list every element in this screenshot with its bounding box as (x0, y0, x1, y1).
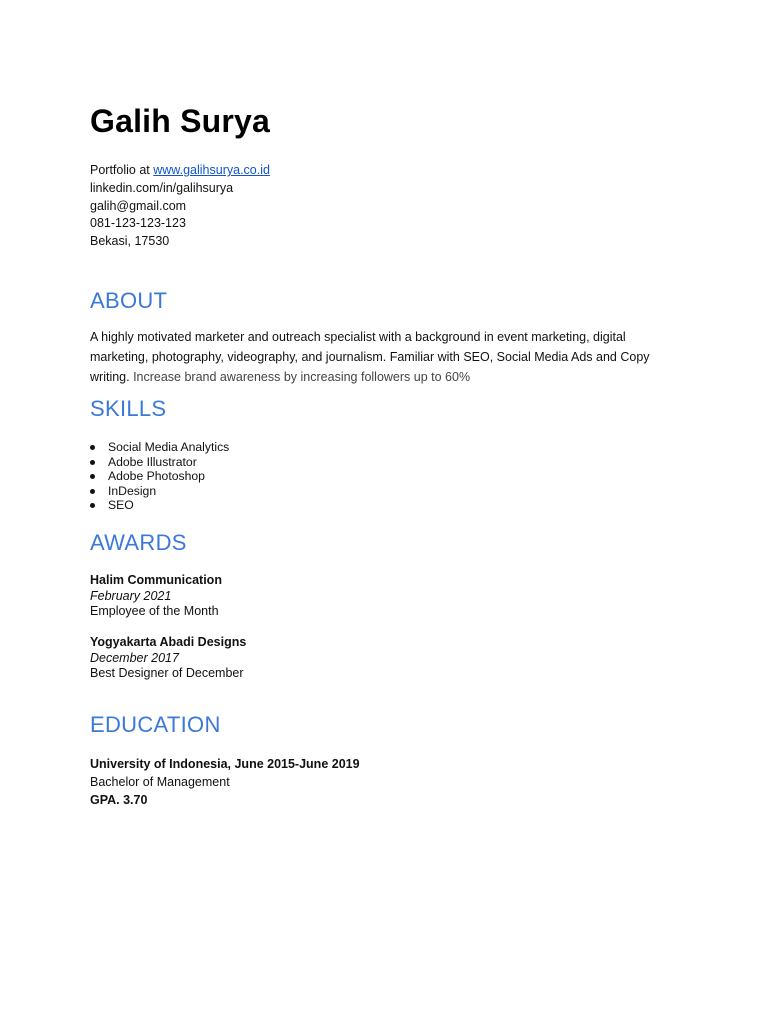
portfolio-prefix: Portfolio at (90, 163, 154, 177)
bullet-icon (90, 445, 95, 450)
skill-label: Adobe Illustrator (108, 454, 197, 469)
about-text-main: A highly motivated marketer and outreach specialist with a background in event marketing, digital marketing, photography, videography, and journalism. Familiar with SEO, Social Media Ads and Copy writing. (90, 330, 650, 384)
bullet-icon (90, 489, 95, 494)
list-item (90, 440, 229, 455)
location-text: Bekasi, 17530 (90, 234, 170, 249)
about-paragraph (90, 327, 670, 387)
award-desc: Employee of the Month (90, 604, 219, 619)
education-entry (90, 755, 360, 809)
school-name: University of Indonesia, June 2015-June 2019 (90, 757, 360, 771)
phone-text: 081-123-123-123 (90, 216, 186, 231)
skill-label: InDesign (108, 483, 157, 498)
about-heading: ABOUT (90, 288, 168, 313)
award-date: December 2017 (90, 650, 179, 665)
contact-info (90, 162, 270, 251)
list-item (90, 469, 229, 484)
gpa-text: GPA. 3.70 (90, 793, 148, 807)
award-desc: Best Designer of December (90, 666, 244, 681)
award-org: Yogyakarta Abadi Designs (90, 635, 247, 649)
award-entry (90, 635, 246, 682)
award-date: February 2021 (90, 588, 172, 603)
award-entry (90, 573, 222, 620)
skill-label: Social Media Analytics (108, 440, 230, 454)
awards-heading: AWARDS (90, 530, 187, 555)
candidate-name: Galih Surya (90, 103, 271, 139)
list-item (90, 484, 229, 499)
list-item (90, 455, 229, 470)
skills-list (90, 440, 229, 513)
portfolio-line (90, 162, 270, 180)
education-heading: EDUCATION (90, 712, 221, 737)
linkedin-text: linkedin.com/in/galihsurya (90, 180, 234, 195)
skill-label: Adobe Photoshop (108, 469, 205, 484)
portfolio-link[interactable]: www.galihsurya.co.id (153, 163, 270, 177)
bullet-icon (90, 460, 95, 465)
bullet-icon (90, 503, 95, 508)
bullet-icon (90, 474, 95, 479)
about-text-highlight: Increase brand awareness by increasing followers up to 60% (129, 370, 471, 384)
degree-text: Bachelor of Management (90, 775, 230, 789)
skill-label: SEO (108, 498, 134, 513)
email-text: galih@gmail.com (90, 198, 187, 213)
award-org: Halim Communication (90, 573, 222, 587)
list-item (90, 498, 229, 513)
skills-heading: SKILLS (90, 396, 167, 421)
